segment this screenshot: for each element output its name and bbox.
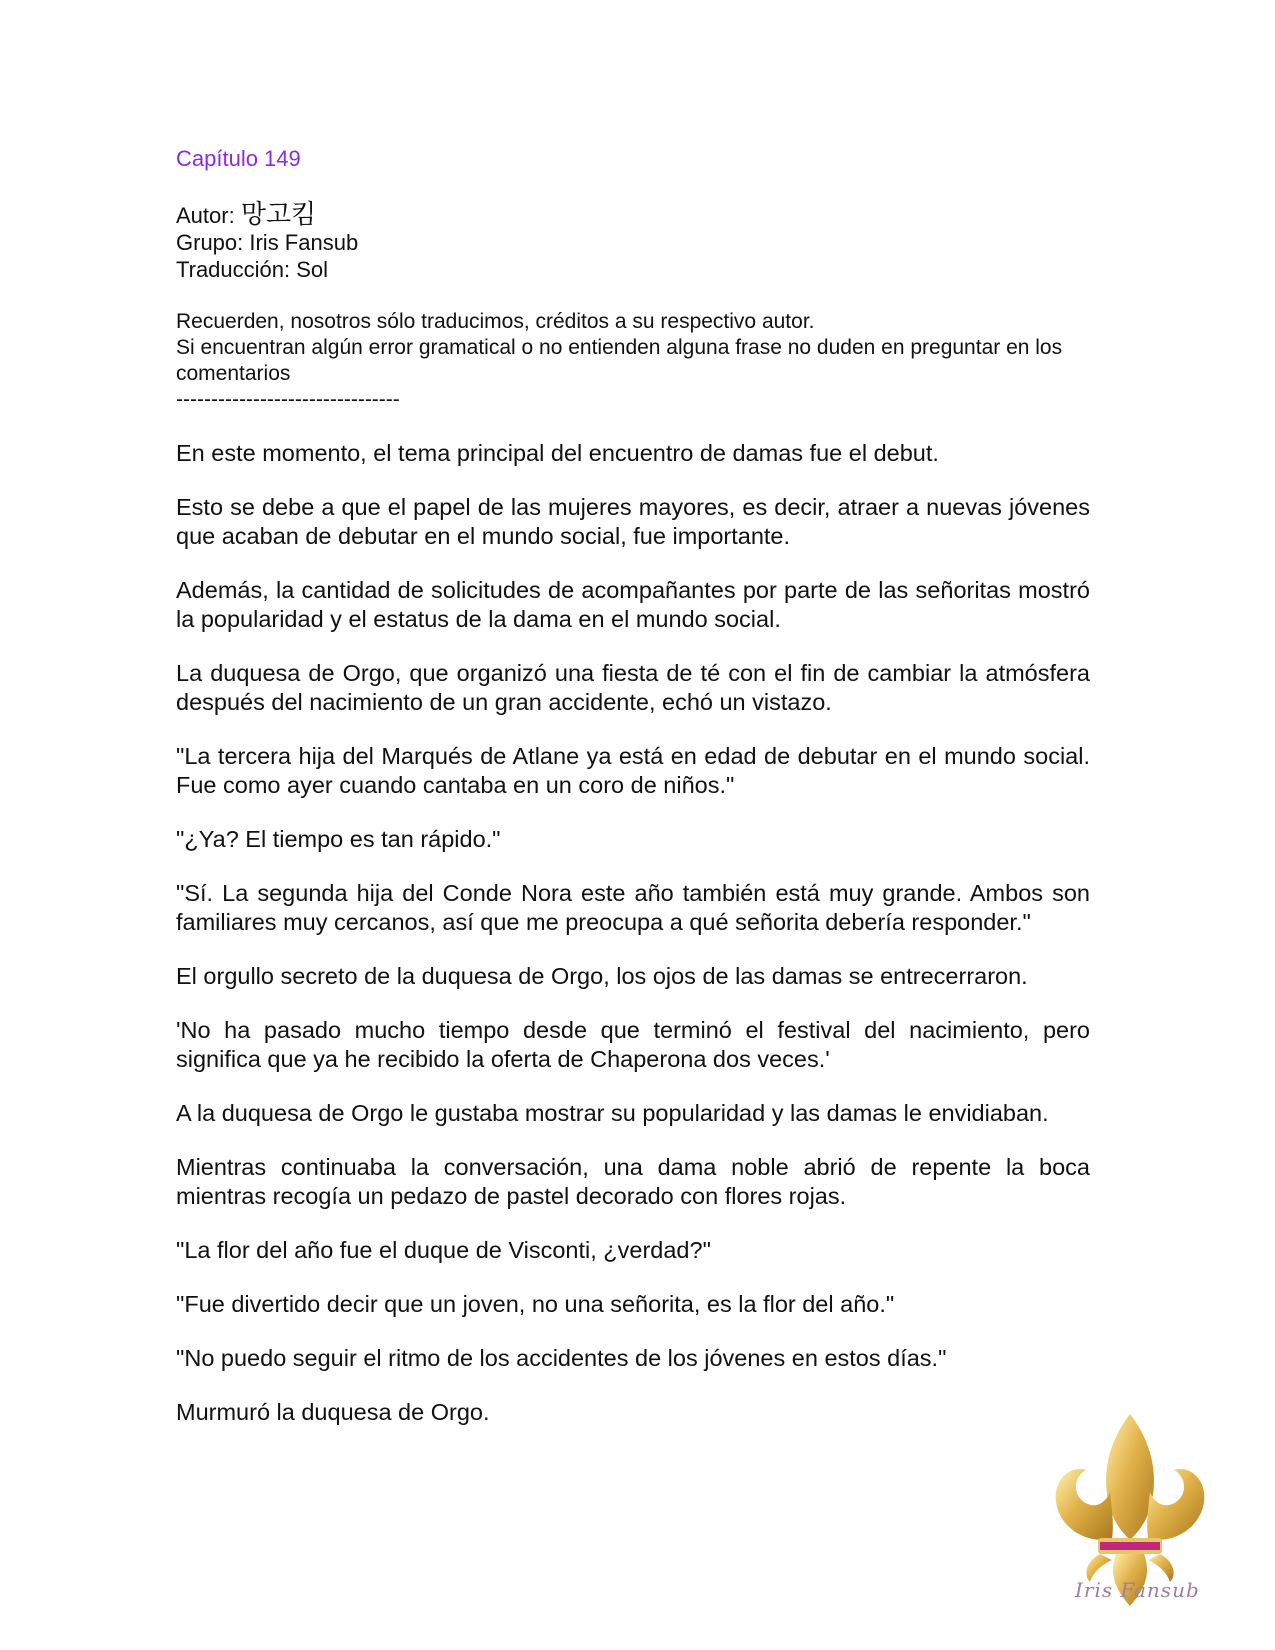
paragraph: Mientras continuaba la conversación, una dama noble abrió de repente la boca mientras recogía un pedazo de pastel decorado con flores rojas. — [176, 1154, 1090, 1209]
credits-block — [176, 202, 1090, 283]
paragraph: El orgullo secreto de la duquesa de Orgo, los ojos de las damas se entrecerraron. — [176, 963, 1028, 989]
paragraph: La duquesa de Orgo, que organizó una fiesta de té con el fin de cambiar la atmósfera después del nacimiento de un gran accidente, echó un vistazo. — [176, 660, 1090, 715]
paragraph: A la duquesa de Orgo le gustaba mostrar su popularidad y las damas le envidiaban. — [176, 1100, 1049, 1126]
author-label: Autor: — [176, 203, 235, 228]
paragraph: "No puedo seguir el ritmo de los accidentes de los jóvenes en estos días." — [176, 1345, 947, 1371]
paragraph: Murmuró la duquesa de Orgo. — [176, 1399, 490, 1425]
author-name: 망고킴 — [240, 200, 317, 230]
chapter-title: Capítulo 149 — [176, 146, 301, 171]
paragraph: "Fue divertido decir que un joven, no una señorita, es la flor del año." — [176, 1291, 895, 1317]
paragraph: Además, la cantidad de solicitudes de acompañantes por parte de las señoritas mostró la popularidad y el estatus de la dama en el mundo social. — [176, 577, 1090, 632]
paragraph: "La flor del año fue el duque de Visconti, ¿verdad?" — [176, 1237, 711, 1263]
chapter-body — [176, 439, 1090, 1427]
note-line-2: Si encuentran algún error gramatical o no entienden alguna frase no duden en preguntar en los comentarios — [176, 336, 1063, 385]
paragraph: 'No ha pasado mucho tiempo desde que terminó el festival del nacimiento, pero significa que ya he recibido la oferta de Chaperona dos veces.' — [176, 1017, 1090, 1072]
note-divider: -------------------------------- — [176, 388, 400, 411]
translation-line: Traducción: Sol — [176, 257, 329, 282]
paragraph: "Sí. La segunda hija del Conde Nora este año también está muy grande. Ambos son familiares muy cercanos, así que me preocupa a qué señorita debería responder." — [176, 880, 1090, 935]
note-line-1: Recuerden, nosotros sólo traducimos, créditos a su respectivo autor. — [176, 310, 815, 333]
author-line — [176, 202, 1090, 229]
logo-text: Iris Fansub — [1075, 1578, 1200, 1602]
group-line: Grupo: Iris Fansub — [176, 230, 359, 255]
translator-note — [176, 309, 1090, 413]
paragraph: En este momento, el tema principal del encuentro de damas fue el debut. — [176, 440, 939, 466]
paragraph: "¿Ya? El tiempo es tan rápido." — [176, 826, 501, 852]
paragraph: Esto se debe a que el papel de las mujeres mayores, es decir, atraer a nuevas jóvenes que acaban de debutar en el mundo social, fue importante. — [176, 494, 1090, 549]
document-page — [176, 146, 1090, 1452]
paragraph: "La tercera hija del Marqués de Atlane ya está en edad de debutar en el mundo social. Fue como ayer cuando cantaba en un coro de niños." — [176, 743, 1090, 798]
